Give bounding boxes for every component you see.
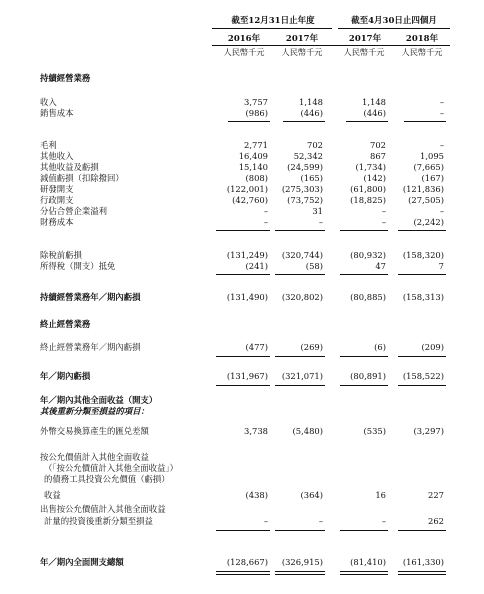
header-group-rule-2 — [338, 28, 450, 29]
row-disposal-2017-4m: – — [381, 516, 386, 526]
row-tax-2016: (241) — [245, 261, 268, 271]
row-fvoci-2017-4m: 16 — [375, 490, 386, 500]
subtotal-rule-13 — [216, 356, 270, 357]
row-rnd-label: 研發開支 — [40, 184, 74, 194]
row-gross-2016: 2,771 — [244, 140, 268, 150]
row-period-loss-2018-4m: (158,522) — [402, 371, 444, 381]
subtotal-rule-20 — [398, 385, 446, 386]
row-rnd-2018-4m: (121,836) — [402, 184, 444, 194]
row-fx-label: 外幣交易換算產生的匯兑差額 — [40, 426, 149, 436]
row-fvoci-2018-4m: 227 — [428, 490, 444, 500]
subtotal-rule-4 — [404, 121, 446, 122]
row-other-income-2016: 16,409 — [238, 151, 268, 161]
row-tax-2017: (58) — [305, 261, 323, 271]
total-double-rule-3a — [340, 571, 388, 572]
row-fvoci-2017: (364) — [300, 490, 323, 500]
subtotal-rule-8 — [398, 230, 446, 231]
subtotal-rule-16 — [398, 356, 446, 357]
subtotal-rule-21 — [216, 530, 270, 531]
header-unit-4: 人民幣千元 — [401, 47, 443, 57]
subtotal-rule-23 — [340, 530, 388, 531]
row-pretax-2017-4m: (80,932) — [350, 250, 386, 260]
row-other-gains-2017-4m: (1,734) — [355, 162, 386, 172]
row-disc-loss-2016: (477) — [245, 342, 268, 352]
header-group-year-end: 截至12月31日止年度 — [231, 16, 315, 26]
row-other-income-2017-4m: 867 — [370, 151, 386, 161]
total-double-rule-4b — [398, 574, 446, 575]
row-assoc-2017-4m: – — [381, 206, 386, 216]
row-other-gains-2018-4m: (7,665) — [413, 162, 444, 172]
total-double-rule-1b — [216, 574, 270, 575]
row-fx-2016: 3,738 — [244, 426, 268, 436]
row-cont-loss-2016: (131,490) — [226, 292, 268, 302]
subtotal-rule-11 — [340, 274, 388, 275]
row-finance-2017-4m: – — [381, 217, 386, 227]
row-total-2017-4m: (81,410) — [350, 557, 386, 567]
subtotal-rule-24 — [398, 530, 446, 531]
subtotal-rule-7 — [340, 230, 388, 231]
total-double-rule-1a — [216, 571, 270, 572]
subtotal-rule-3 — [346, 121, 388, 122]
row-admin-2018-4m: (27,505) — [408, 195, 444, 205]
row-assoc-label: 分佔合營企業溢利 — [40, 206, 107, 216]
row-revenue-2018-4m: – — [439, 97, 444, 107]
row-gross-2017-4m: 702 — [370, 140, 386, 150]
header-unit-2: 人民幣千元 — [281, 47, 323, 57]
header-unit-3: 人民幣千元 — [343, 47, 385, 57]
header-year-2018: 2018年 — [405, 34, 439, 44]
subtotal-rule-2 — [283, 121, 325, 122]
row-other-gains-2017: (24,599) — [287, 162, 323, 172]
row-pretax-2016: (131,249) — [226, 250, 268, 260]
row-rnd-2016: (122,001) — [226, 184, 268, 194]
row-other-income-2018-4m: 1,095 — [420, 151, 444, 161]
row-impairment-2017: (165) — [300, 173, 323, 183]
row-fx-2018-4m: (3,297) — [413, 426, 444, 436]
row-fvoci-line2: （「按公允價值計入其他全面收益」） — [44, 463, 178, 473]
header-group-rule-1 — [212, 28, 332, 29]
row-tax-2018-4m: 7 — [438, 261, 444, 271]
row-fx-2017: (5,480) — [292, 426, 323, 436]
row-revenue-2017: 1,148 — [299, 97, 323, 107]
row-period-loss-2017-4m: (80,891) — [350, 371, 386, 381]
row-cont-loss-2017: (320,802) — [281, 292, 323, 302]
row-disc-loss-label: 終止經營業務年／期內虧損 — [40, 342, 141, 352]
row-finance-label: 財務成本 — [40, 217, 74, 227]
row-disposal-2017: – — [318, 516, 323, 526]
row-assoc-2017: 31 — [312, 206, 323, 216]
row-disposal-2018-4m: 262 — [428, 516, 444, 526]
row-fvoci-line1: 按公允價值計入其他全面收益 — [40, 452, 149, 462]
subtotal-rule-17 — [216, 385, 270, 386]
row-cont-loss-2017-4m: (80,885) — [350, 292, 386, 302]
row-tax-label: 所得稅（開支）抵免 — [40, 261, 116, 271]
header-year-2017b: 2017年 — [348, 34, 382, 44]
row-cost-2017: (446) — [300, 108, 323, 118]
row-fvoci-line3: 的債務工具投資公允價值（虧損） — [44, 474, 170, 484]
subtotal-rule-18 — [275, 385, 325, 386]
row-cont-loss-label: 持續經營業務年／期內虧損 — [40, 292, 141, 302]
header-year-rule — [212, 45, 450, 46]
row-period-loss-label: 年／期內虧損 — [40, 371, 91, 381]
row-cost-2016: (986) — [245, 108, 268, 118]
total-double-rule-3b — [340, 574, 388, 575]
row-cost-2018-4m: – — [439, 108, 444, 118]
row-impairment-2016: (808) — [245, 173, 268, 183]
row-finance-2016: – — [263, 217, 268, 227]
row-period-loss-2017: (321,071) — [281, 371, 323, 381]
row-total-2018-4m: (161,330) — [402, 557, 444, 567]
row-pretax-2018-4m: (158,320) — [402, 250, 444, 260]
row-other-gains-2016: 15,140 — [238, 162, 268, 172]
row-other-gains-label: 其他收益及虧損 — [40, 162, 99, 172]
row-fx-2017-4m: (535) — [363, 426, 386, 436]
row-fvoci-2016: (438) — [245, 490, 268, 500]
subtotal-rule-9 — [216, 274, 270, 275]
row-disc-loss-2017: (269) — [300, 342, 323, 352]
section-discontinued: 終止經營業務 — [40, 319, 91, 329]
row-finance-2018-4m: (2,242) — [413, 217, 444, 227]
row-rnd-2017-4m: (61,800) — [350, 184, 386, 194]
row-pretax-2017: (320,744) — [281, 250, 323, 260]
row-total-2016: (128,667) — [226, 557, 268, 567]
row-cost-label: 銷售成本 — [40, 108, 74, 118]
row-disposal-label: 計量的投資後重新分類至損益 — [44, 516, 153, 526]
row-cost-2017-4m: (446) — [363, 108, 386, 118]
total-double-rule-2a — [275, 571, 325, 572]
row-cont-loss-2018-4m: (158,313) — [402, 292, 444, 302]
section-oci-sub1: 其後重新分類至損益的項目： — [40, 406, 149, 416]
subtotal-rule-14 — [275, 356, 325, 357]
subtotal-rule-22 — [275, 530, 325, 531]
row-pretax-label: 除稅前虧損 — [40, 250, 82, 260]
row-assoc-2016: – — [263, 206, 268, 216]
row-revenue-2017-4m: 1,148 — [362, 97, 386, 107]
row-impairment-2018-4m: (167) — [421, 173, 444, 183]
row-gross-label: 毛利 — [40, 140, 57, 150]
row-impairment-label: 減值虧損（扣除撥回） — [40, 173, 124, 183]
total-double-rule-2b — [275, 574, 325, 575]
row-tax-2017-4m: 47 — [375, 261, 386, 271]
subtotal-rule-10 — [275, 274, 325, 275]
row-finance-2017: – — [318, 217, 323, 227]
row-other-income-2017: 52,342 — [293, 151, 323, 161]
header-year-2016: 2016年 — [227, 34, 261, 44]
row-admin-2017: (73,752) — [287, 195, 323, 205]
row-admin-2016: (42,760) — [232, 195, 268, 205]
section-oci: 年／期內其他全面收益（開支） — [40, 395, 158, 405]
header-group-four-months: 截至4月30日止四個月 — [351, 16, 437, 26]
row-total-2017: (326,915) — [281, 557, 323, 567]
subtotal-rule-15 — [340, 356, 388, 357]
subtotal-rule-6 — [275, 230, 325, 231]
row-disposal-2016: – — [263, 516, 268, 526]
row-other-income-label: 其他收入 — [40, 151, 74, 161]
row-fvoci-label: 收益 — [44, 490, 61, 500]
row-disc-loss-2018-4m: (209) — [421, 342, 444, 352]
subtotal-rule-5 — [216, 230, 270, 231]
header-year-2017a: 2017年 — [285, 34, 319, 44]
row-admin-2017-4m: (18,825) — [350, 195, 386, 205]
row-revenue-2016: 3,757 — [244, 97, 268, 107]
row-gross-2018-4m: – — [439, 140, 444, 150]
row-impairment-2017-4m: (142) — [363, 173, 386, 183]
total-double-rule-4a — [398, 571, 446, 572]
row-disc-loss-2017-4m: (6) — [374, 342, 386, 352]
row-revenue-label: 收入 — [40, 97, 57, 107]
row-assoc-2018-4m: – — [439, 206, 444, 216]
row-admin-label: 行政開支 — [40, 195, 74, 205]
header-unit-1: 人民幣千元 — [223, 47, 265, 57]
subtotal-rule-12 — [398, 274, 446, 275]
row-period-loss-2016: (131,967) — [226, 371, 268, 381]
subtotal-rule-19 — [340, 385, 388, 386]
row-gross-2017: 702 — [307, 140, 323, 150]
row-total-label: 年／期內全面開支總額 — [40, 557, 124, 567]
subtotal-rule-1 — [228, 121, 270, 122]
row-rnd-2017: (275,303) — [281, 184, 323, 194]
section-continuing: 持續經營業務 — [40, 73, 91, 83]
row-disposal-line1: 出售按公允價值計入其他全面收益 — [40, 504, 166, 514]
